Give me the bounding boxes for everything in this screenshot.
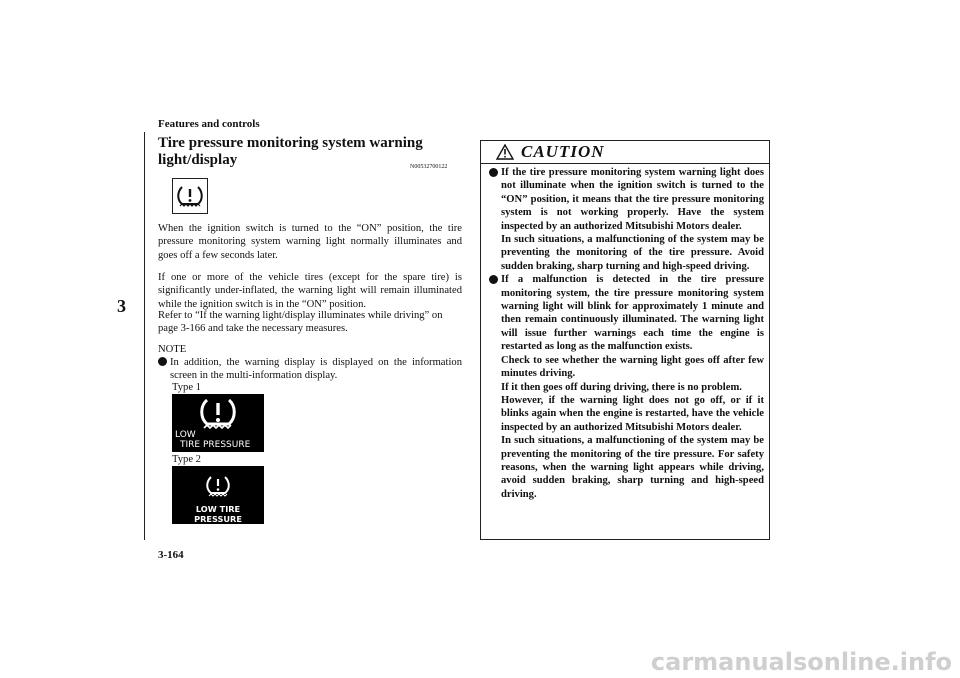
caution-text: If a malfunction is detected in the tire pressure monitoring system, the tire pressure monitoring system warning light will blink for approximately 1 minute and then remain continuously illuminated. The warning light will issue further warnings each time the engine is restarted as long as the malfunction exists. <box>501 274 764 353</box>
note-label: NOTE <box>158 344 187 355</box>
caution-text: If the tire pressure monitoring system warning light does not illuminate when the ignition switch is turned to the “ON” position, it means that the tire pressure monitoring system is not working properly. Have the system inspected by an authorized Mitsubishi Motors dealer. <box>501 167 764 232</box>
warning-triangle-icon <box>496 144 514 160</box>
bullet-icon <box>158 357 167 366</box>
tire-pressure-warning-icon <box>172 178 208 214</box>
caution-title: CAUTION <box>521 142 605 161</box>
chapter-tab: 3 <box>117 296 126 316</box>
watermark: carmanualsonline.info <box>650 648 952 676</box>
caution-text: If it then goes off during driving, there is no problem. <box>501 381 742 393</box>
caution-text: In such situations, a malfunctioning of the system may be preventing the monitoring of the tire pressure. Avoid sudden braking, sharp turning and high-speed driving. <box>501 234 764 272</box>
paragraph-reference: Refer to “If the warning light/display illuminates while driving” on page 3-166 and take the necessary measures. <box>158 310 443 335</box>
paragraph-under-inflation: If one or more of the vehicle tires (except for the spare tire) is significantly under-inflated, the warning light will remain illuminated while the ignition switch is in the “ON” position. <box>158 272 462 310</box>
type2-display <box>172 466 264 524</box>
bullet-icon <box>489 168 498 177</box>
type1-line1: LOW <box>175 430 196 440</box>
caution-header <box>481 141 769 164</box>
bullet-icon <box>489 275 498 284</box>
type2-label: Type 2 <box>172 454 201 465</box>
caution-box <box>480 140 770 540</box>
paragraph-normal-operation: When the ignition switch is turned to the “ON” position, the tire pressure monitoring system warning light normally illuminates and goes off a few seconds later. <box>158 223 462 261</box>
page-number: 3-164 <box>158 549 184 561</box>
type1-display <box>172 394 264 452</box>
caution-text: In such situations, a malfunctioning of the system may be preventing the monitoring of the tire pressure. For safety reasons, when the warning light appears while driving, avoid sudden braking, sharp turning and high-speed driving. <box>501 435 764 500</box>
reference-code: N00532700122 <box>410 164 448 170</box>
type1-label: Type 1 <box>172 382 201 393</box>
caution-item <box>489 273 764 501</box>
note-item <box>158 356 462 383</box>
tire-pressure-warning-icon <box>198 397 238 429</box>
type2-text: LOW TIRE PRESSURE <box>194 504 242 524</box>
side-divider <box>144 132 145 540</box>
tire-pressure-warning-icon <box>205 475 231 497</box>
caution-text: Check to see whether the warning light goes off after few minutes driving. <box>501 354 764 380</box>
caution-item <box>489 166 764 273</box>
type1-line2: TIRE PRESSURE <box>180 440 251 450</box>
section-header: Features and controls <box>158 118 260 130</box>
caution-text: However, if the warning light does not go off, or if it blinks again when the engine is restarted, have the vehicle inspected by an authorized Mitsubishi Motors dealer. <box>501 394 764 433</box>
note-text: In addition, the warning display is displayed on the information screen in the multi-information display. <box>170 357 462 382</box>
caution-body <box>489 166 764 501</box>
page-title: Tire pressure monitoring system warning light/display <box>158 135 423 168</box>
